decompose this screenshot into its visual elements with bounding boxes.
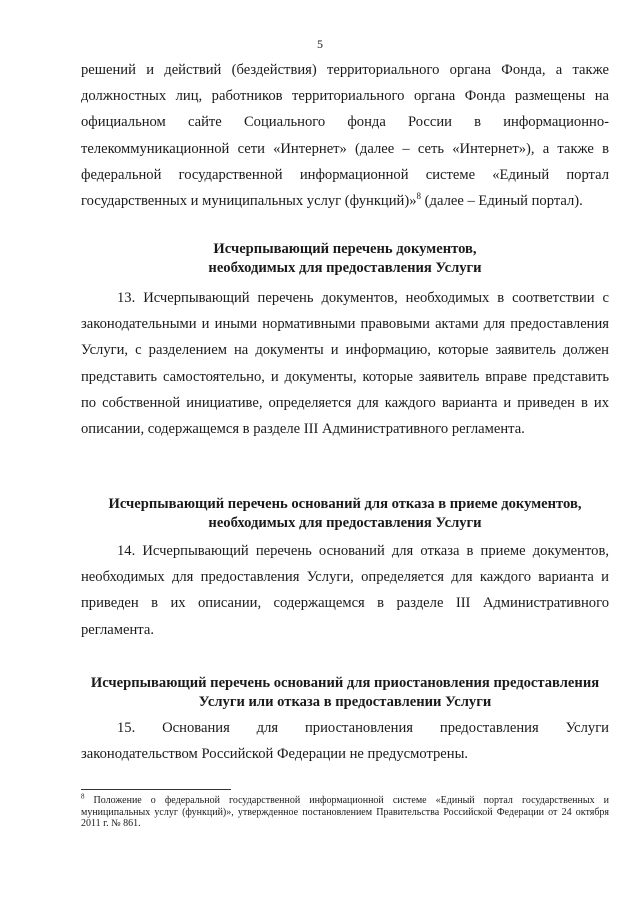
heading-refusal-accept-line1: Исчерпывающий перечень оснований для отказа в приеме документов, <box>108 496 582 512</box>
heading-documents-line1: Исчерпывающий перечень документов, <box>213 241 477 257</box>
footnote-reference: 8 <box>416 191 422 202</box>
paragraph-14: 14. Исчерпывающий перечень оснований для отказа в приеме документов, необходимых для предоставления Услуги, определяется для каждого варианта и приведен в их описании, содержащемся в разделе III Административного регламента. <box>81 543 609 638</box>
heading-suspension <box>70 674 620 711</box>
paragraph-intro <box>81 57 609 214</box>
heading-documents <box>70 240 620 277</box>
heading-refusal-accept-line2: необходимых для предоставления Услуги <box>208 514 482 531</box>
page-number: 5 <box>317 37 323 51</box>
footnote <box>81 792 609 830</box>
paragraph-intro-tail: (далее – Единый портал). <box>421 193 583 210</box>
heading-documents-line2: необходимых для предоставления Услуги <box>208 259 482 276</box>
paragraph-13: 13. Исчерпывающий перечень документов, необходимых в соответствии с законодательными и иными нормативными правовыми актами для предоставления Услуги, с разделением на документы и информацию, которые заявитель должен представить самостоятельно, и документы, которые заявитель вправе представить по собственной инициативе, определяется для каждого варианта и приведен в их описании, содержащемся в разделе III Административного регламента. <box>81 290 609 438</box>
footnote-divider <box>81 789 231 790</box>
footnote-text: Положение о федеральной государственной информационной системе «Единый портал государственных и муниципальных услуг (функций)», утвержденное постановлением Правительства Российской Федерации от 24 октября 2011 г. № 861. <box>81 795 609 829</box>
heading-suspension-line2: Услуги или отказа в предоставлении Услуги <box>198 693 492 710</box>
heading-refusal-accept <box>70 495 620 532</box>
paragraph-intro-text: решений и действий (бездействия) территориального органа Фонда, а также должностных лиц, работников территориального органа Фонда размещены на официальном сайте Социального фонда России в информационно-телекоммуникационной сети «Интернет» (далее – сеть «Интернет»), а также в федеральной государственной информационной системе «Единый портал государственных и муниципальных услуг (функций)» <box>81 62 609 210</box>
heading-suspension-line1: Исчерпывающий перечень оснований для приостановления предоставления <box>90 675 600 691</box>
footnote-mark: 8 <box>81 792 85 801</box>
paragraph-15: 15. Основания для приостановления предоставления Услуги законодательством Российской Федерации не предусмотрены. <box>81 720 609 763</box>
